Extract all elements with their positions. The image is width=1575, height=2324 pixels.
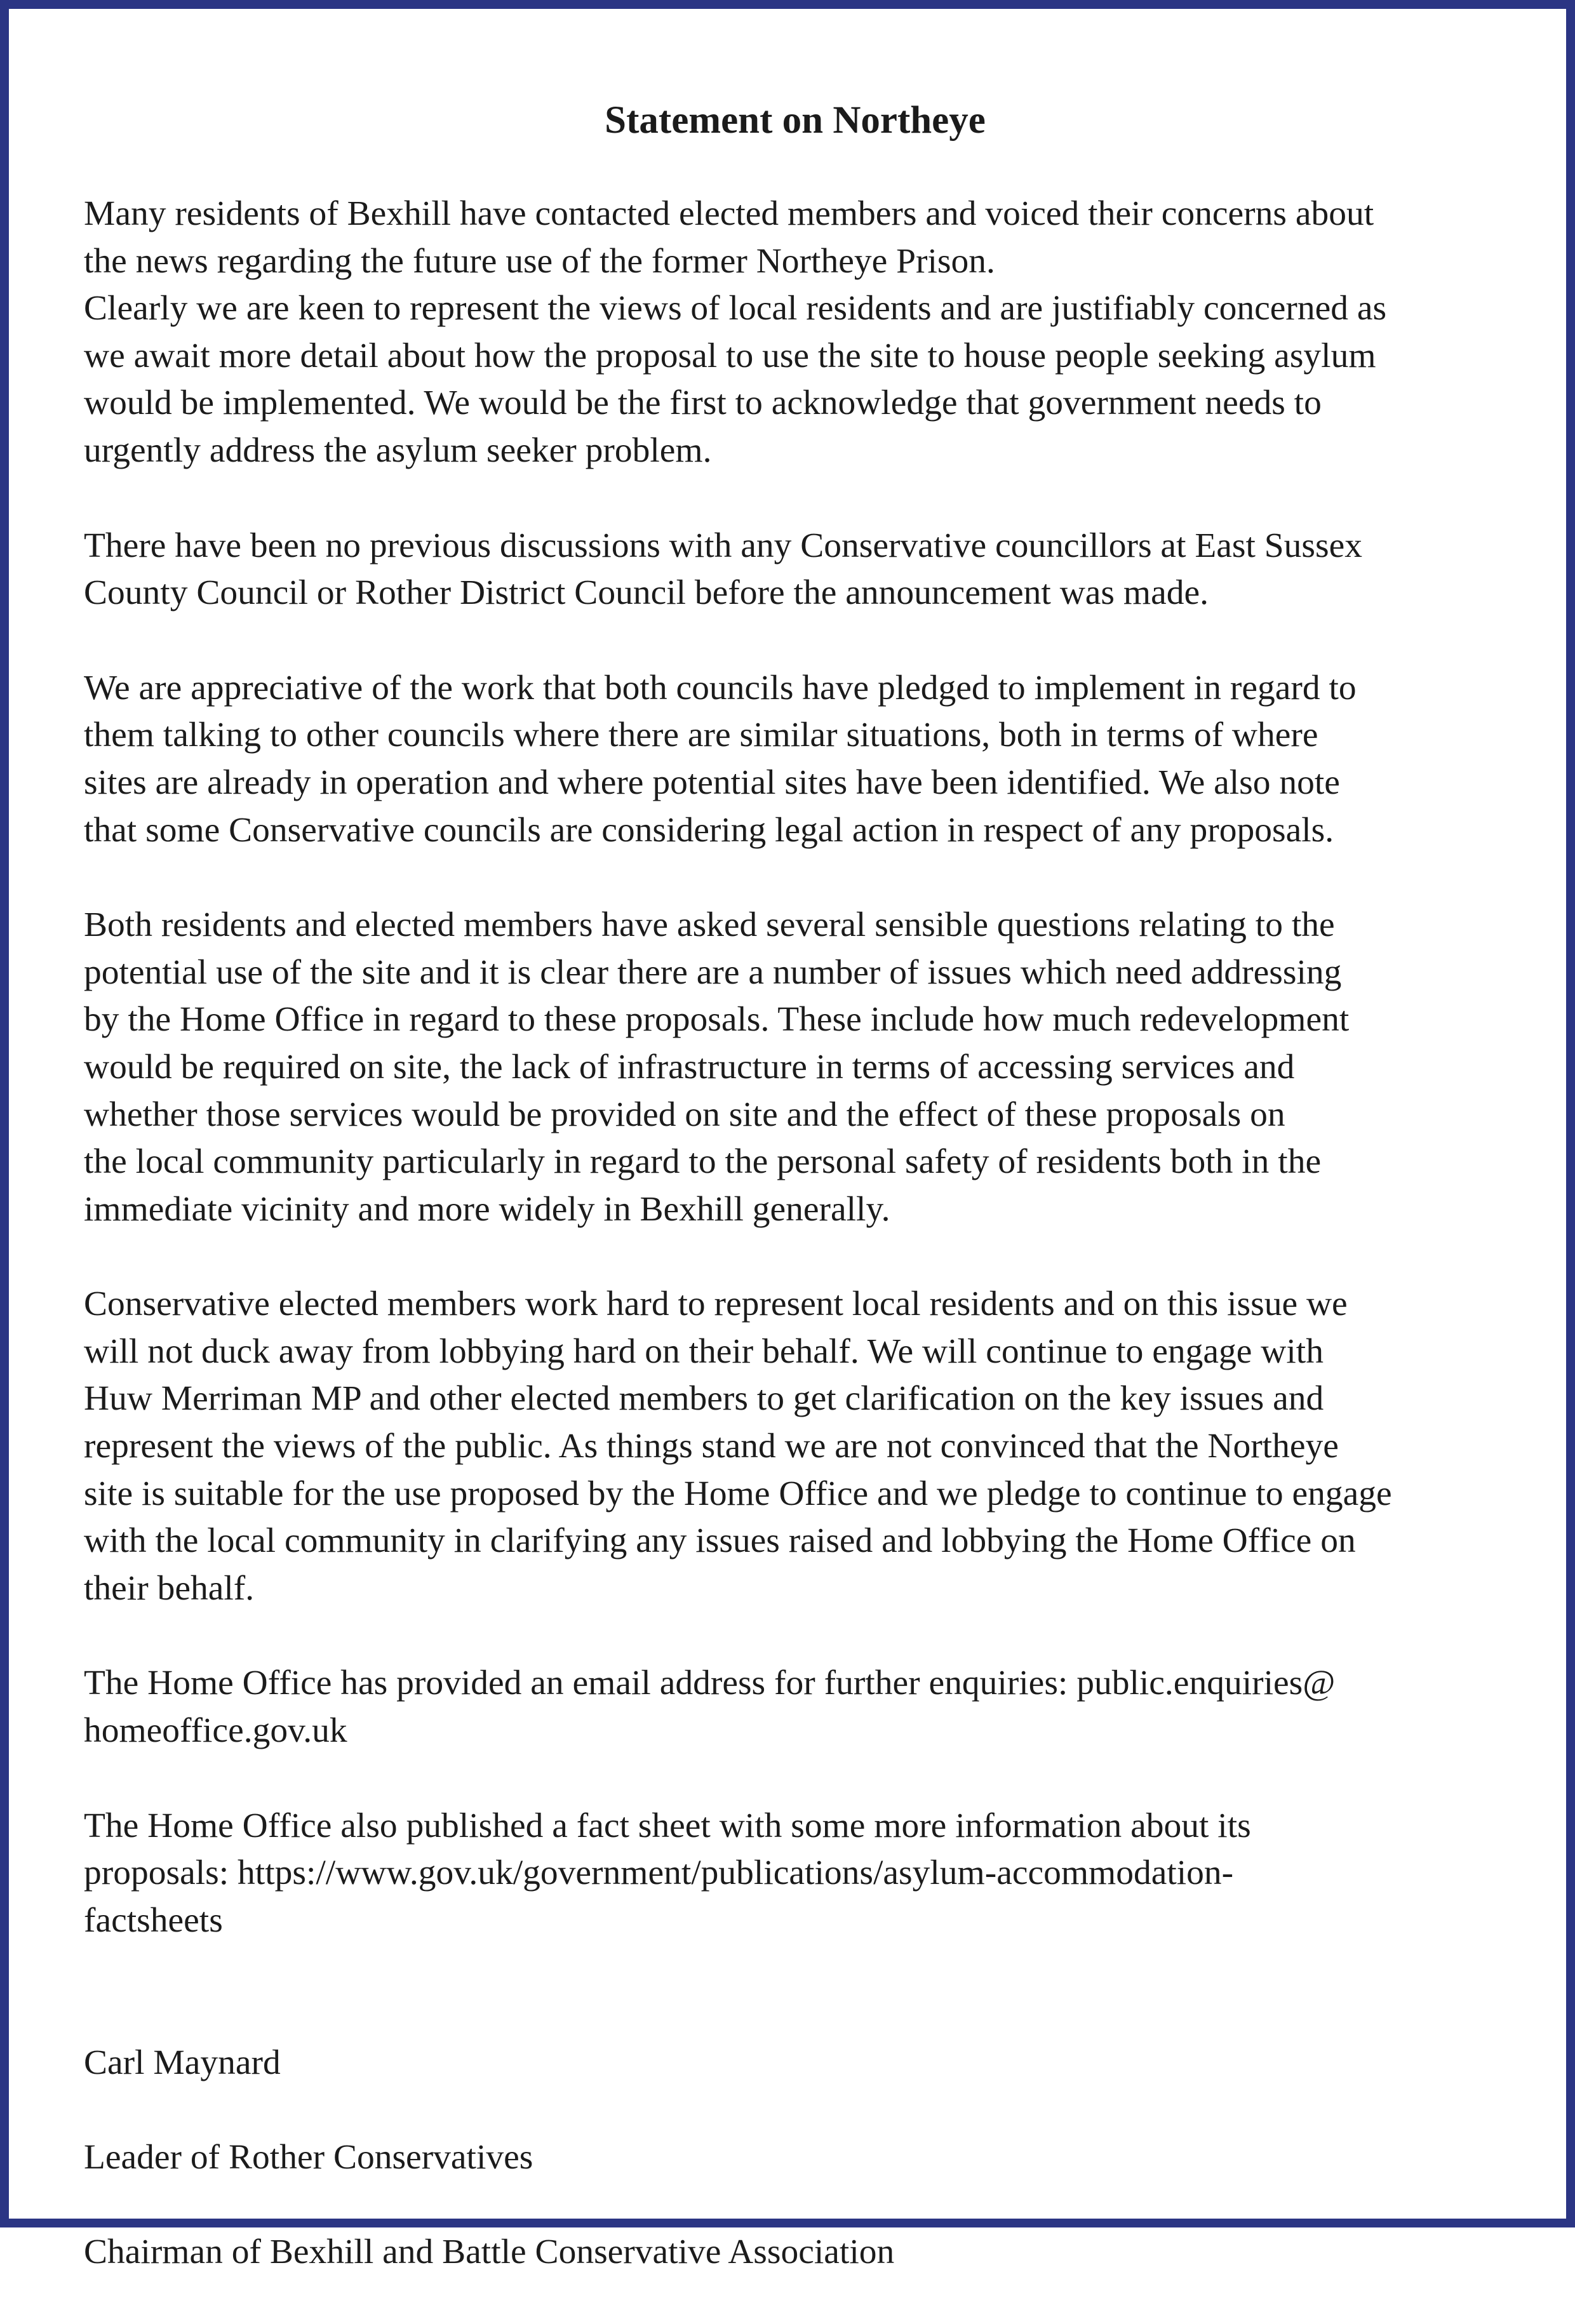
paragraph-fact-sheet: The Home Office also published a fact sheet with some more information about its proposals: https://www.gov.uk/government/publications/asylum-accommodation- factsheets — [84, 1806, 1251, 1940]
signature-name: Carl Maynard — [84, 2043, 281, 2082]
paragraph-residents-concerns: Many residents of Bexhill have contacted elected members and voiced their concerns about the news regarding the future use of the former Northeye Prison. — [84, 194, 1374, 281]
document-title: Statement on Northeye — [605, 99, 986, 142]
signature-block — [84, 1992, 1545, 2323]
statement-body — [84, 190, 1545, 1944]
paragraph-email-address: The Home Office has provided an email address for further enquiries: public.enquiries@ homeoffice.gov.uk — [84, 1664, 1336, 1751]
statement-document — [84, 85, 1545, 2324]
paragraph-questions-issues: Both residents and elected members have asked several sensible questions relating to the potential use of the site and it is clear there are a number of issues which need addressing by the Home Office in regard to these proposals. These include how much redevelopment would be required on site, the lack of infrastructure in terms of accessing services and whether those services would be provided on site and the effect of these proposals on the local community particularly in regard to the personal safety of residents both in the immediate vicinity and more widely in Bexhill generally. — [84, 905, 1350, 1229]
paragraph-represent-views: Clearly we are keen to represent the views of local residents and are justifiably concerned as we await more detail about how the proposal to use the site to house people seeking asylum would be implemented. We would be the first to acknowledge that government needs to urgently address the asylum seeker problem. — [84, 289, 1387, 470]
paragraph-no-discussions: There have been no previous discussions with any Conservative councillors at East Sussex County Council or Rother District Council before the announcement was made. — [84, 526, 1362, 613]
paragraph-councils-work: We are appreciative of the work that both councils have pledged to implement in regard to them talking to other councils where there are similar situations, both in terms of where sites are already in operation and where potential sites have been identified. We also note that some Conservative councils are considering legal action in respect of any proposals. — [84, 668, 1357, 850]
signature-role-leader: Leader of Rother Conservatives — [84, 2138, 533, 2177]
paragraph-lobbying: Conservative elected members work hard to represent local residents and on this issue we will not duck away from lobbying hard on their behalf. We will continue to engage with Huw Merriman MP and other elected members to get clarification on the key issues and represent the views of the public. As things stand we are not convinced that the Northeye site is suitable for the use proposed by the Home Office and we pledge to continue to engage with the local community in clarifying any issues raised and lobbying the Home Office on their behalf. — [84, 1285, 1392, 1608]
signature-role-chairman: Chairman of Bexhill and Battle Conservative Association — [84, 2233, 895, 2272]
